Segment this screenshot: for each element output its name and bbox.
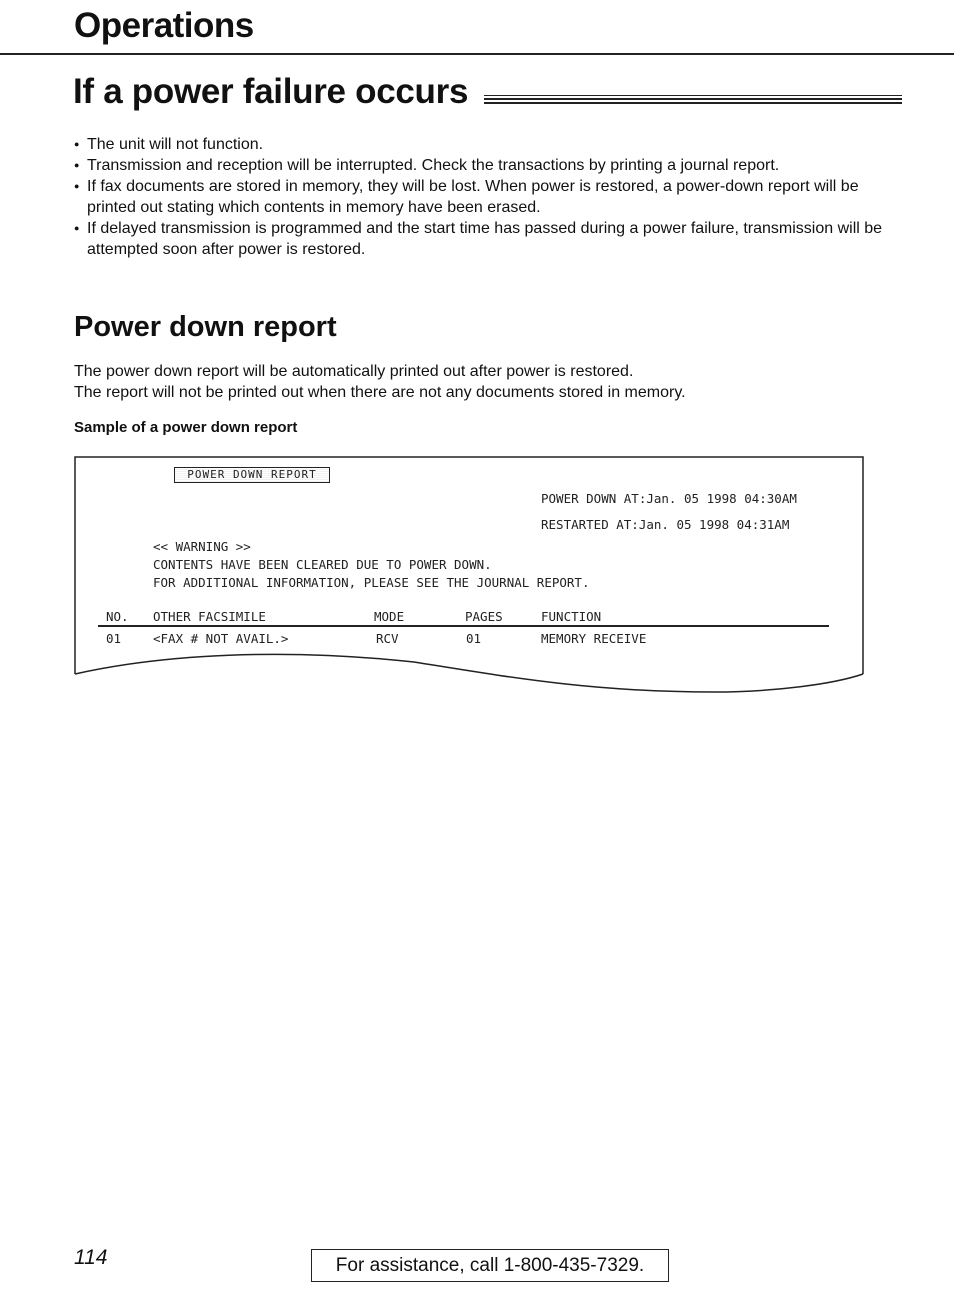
table-cell: RCV [376,631,399,646]
power-down-report-intro [74,361,686,403]
table-cell: <FAX # NOT AVAIL.> [153,631,289,646]
bullet-item: ● Transmission and reception will be interrupted. Check the transactions by printing a journal report. [74,155,894,176]
warning-text: << WARNING >> [153,539,251,554]
table-cell: MEMORY RECEIVE [541,631,647,646]
power-failure-bullet-list [74,134,894,260]
restarted-time: RESTARTED AT:Jan. 05 1998 04:31AM [541,517,790,532]
column-header: NO. [106,609,129,624]
table-cell: 01 [466,631,482,646]
intro-line: The report will not be printed out when there are not any documents stored in memory. [74,384,686,401]
bullet-item: ● The unit will not function. [74,134,894,155]
column-header: OTHER FACSIMILE [153,609,266,624]
power-down-report-heading: Power down report [74,311,337,343]
page-number: 114 [74,1246,108,1269]
header-divider [0,53,954,55]
sample-report [74,456,864,696]
report-title: POWER DOWN REPORT [174,467,330,483]
heading-decorative-rules [484,95,902,106]
warning-message: FOR ADDITIONAL INFORMATION, PLEASE SEE THE JOURNAL REPORT. [153,575,590,590]
power-failure-heading: If a power failure occurs [73,72,469,111]
section-header: Operations [74,6,254,45]
column-header: FUNCTION [541,609,602,624]
power-down-time: POWER DOWN AT:Jan. 05 1998 04:30AM [541,491,797,506]
column-header: MODE [374,609,405,624]
intro-line: The power down report will be automatically printed out after power is restored. [74,363,634,380]
assistance-phone-box: For assistance, call 1-800-435-7329. [311,1249,669,1282]
bullet-item: ● If delayed transmission is programmed and the start time has passed during a power failure, transmission will be attempted soon after power is restored. [74,218,894,260]
sample-caption: Sample of a power down report [74,419,298,436]
column-header: PAGES [465,609,503,624]
table-cell: 01 [106,631,122,646]
bullet-item: ● If fax documents are stored in memory, they will be lost. When power is restored, a power-down report will be printed out stating which contents in memory have been erased. [74,176,894,218]
table-divider [98,625,829,627]
warning-message: CONTENTS HAVE BEEN CLEARED DUE TO POWER DOWN. [153,557,492,572]
